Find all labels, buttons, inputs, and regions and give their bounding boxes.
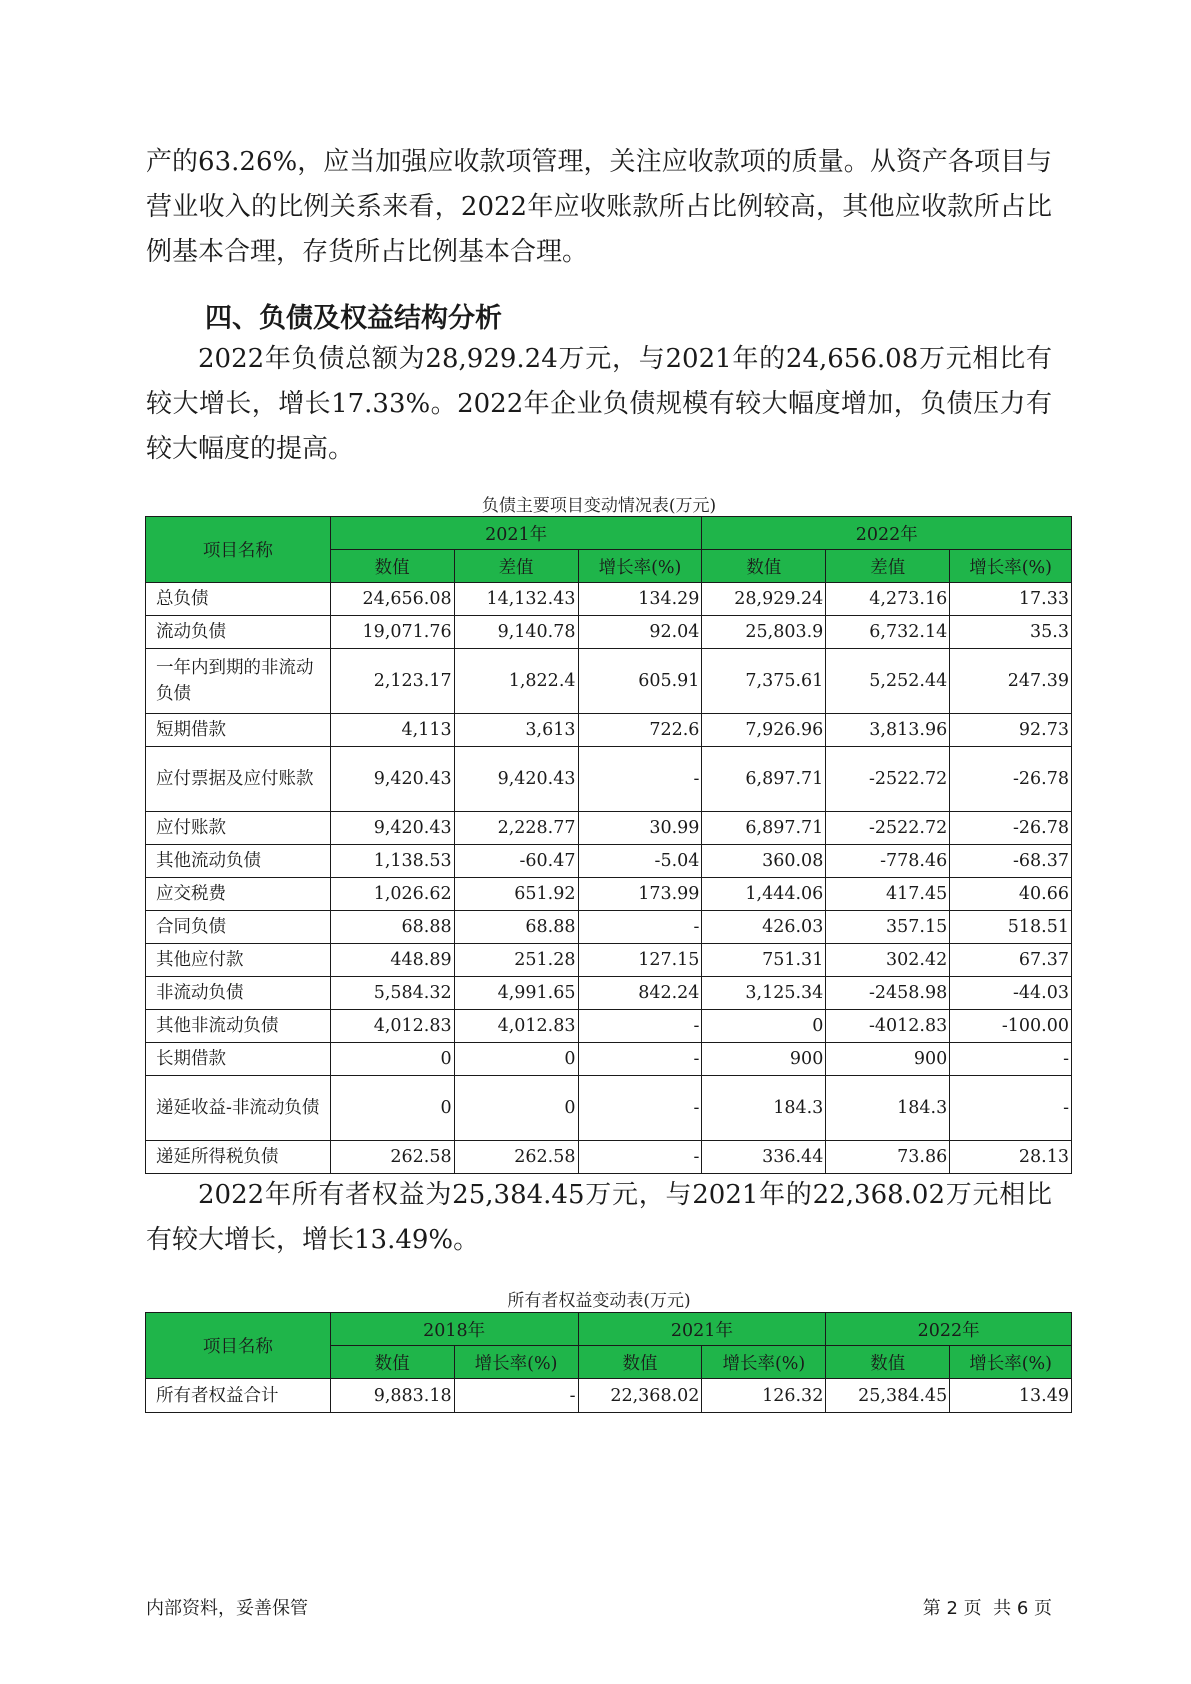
name-column-header: 项目名称: [146, 517, 331, 583]
table-cell: 247.39: [950, 649, 1072, 714]
table-cell: 28,929.24: [702, 583, 826, 616]
table-cell: 842.24: [578, 977, 702, 1010]
table-cell: 357.15: [826, 911, 950, 944]
liability-paragraph: 2022年负债总额为28,929.24万元，与2021年的24,656.08万元相比有较大增长，增长17.33%。2022年企业负债规模有较大幅度增加，负债压力有较大幅度的提高。: [146, 344, 1052, 464]
year-header: 2022年: [826, 1313, 1072, 1346]
table-cell: -2522.72: [826, 812, 950, 845]
column-header: 增长率(%): [950, 1346, 1072, 1379]
table-cell: -: [950, 1076, 1072, 1141]
table-cell: 336.44: [702, 1141, 826, 1174]
table-cell: -26.78: [950, 747, 1072, 812]
column-header: 数值: [330, 550, 454, 583]
row-label: 其他非流动负债: [146, 1010, 331, 1043]
table-cell: 751.31: [702, 944, 826, 977]
table-cell: 68.88: [330, 911, 454, 944]
table-cell: 19,071.76: [330, 616, 454, 649]
table-cell: 25,384.45: [826, 1379, 950, 1413]
table-cell: 6,732.14: [826, 616, 950, 649]
table-cell: 1,822.4: [454, 649, 578, 714]
table-cell: 0: [702, 1010, 826, 1043]
table-cell: -: [578, 911, 702, 944]
table-cell: 6,897.71: [702, 747, 826, 812]
table-cell: 22,368.02: [578, 1379, 702, 1413]
row-label: 应交税费: [146, 878, 331, 911]
table-row: [146, 1379, 1072, 1413]
table-row: [146, 944, 1072, 977]
row-label: 其他应付款: [146, 944, 331, 977]
row-label: 非流动负债: [146, 977, 331, 1010]
table-cell: 67.37: [950, 944, 1072, 977]
table-cell: 1,138.53: [330, 845, 454, 878]
row-label: 应付票据及应付账款: [146, 747, 331, 812]
table-cell: 0: [330, 1076, 454, 1141]
row-label: 递延所得税负债: [146, 1141, 331, 1174]
table-cell: 4,113: [330, 714, 454, 747]
column-header: 差值: [826, 550, 950, 583]
table-cell: 1,444.06: [702, 878, 826, 911]
table-cell: -: [454, 1379, 578, 1413]
table-cell: 9,420.43: [454, 747, 578, 812]
table-cell: -4012.83: [826, 1010, 950, 1043]
table-row: [146, 1010, 1072, 1043]
section-heading: 四、负债及权益结构分析: [205, 303, 502, 334]
table-cell: -: [578, 1010, 702, 1043]
equity-table-caption: 所有者权益变动表(万元): [507, 1291, 691, 1311]
table-cell: 127.15: [578, 944, 702, 977]
column-header: 数值: [702, 550, 826, 583]
table-cell: 302.42: [826, 944, 950, 977]
equity-table: [145, 1312, 1072, 1413]
column-header: 增长率(%): [702, 1346, 826, 1379]
table-row: [146, 977, 1072, 1010]
row-label: 所有者权益合计: [146, 1379, 331, 1413]
table-cell: 5,252.44: [826, 649, 950, 714]
table-row: [146, 1076, 1072, 1141]
table-cell: 126.32: [702, 1379, 826, 1413]
table-cell: -26.78: [950, 812, 1072, 845]
page-number: 第 2 页 共 6 页: [922, 1598, 1052, 1619]
year-header: 2021年: [330, 517, 702, 550]
table-cell: 417.45: [826, 878, 950, 911]
table-cell: 4,012.83: [454, 1010, 578, 1043]
table-cell: 262.58: [330, 1141, 454, 1174]
table-cell: 35.3: [950, 616, 1072, 649]
table-cell: 2,228.77: [454, 812, 578, 845]
table-row: [146, 911, 1072, 944]
table-cell: -: [578, 1141, 702, 1174]
table-cell: 5,584.32: [330, 977, 454, 1010]
table-cell: -778.46: [826, 845, 950, 878]
column-header: 数值: [330, 1346, 454, 1379]
table-cell: 92.04: [578, 616, 702, 649]
table-cell: 3,125.34: [702, 977, 826, 1010]
table-cell: 722.6: [578, 714, 702, 747]
row-label: 短期借款: [146, 714, 331, 747]
table-cell: 30.99: [578, 812, 702, 845]
table-cell: 92.73: [950, 714, 1072, 747]
table-cell: 900: [702, 1043, 826, 1076]
table-cell: 7,926.96: [702, 714, 826, 747]
table-cell: -5.04: [578, 845, 702, 878]
table-cell: 7,375.61: [702, 649, 826, 714]
table-cell: 173.99: [578, 878, 702, 911]
column-header: 增长率(%): [578, 550, 702, 583]
table-cell: 426.03: [702, 911, 826, 944]
row-label: 长期借款: [146, 1043, 331, 1076]
table-cell: 6,897.71: [702, 812, 826, 845]
column-header: 差值: [454, 550, 578, 583]
table-cell: 9,883.18: [330, 1379, 454, 1413]
table-cell: -68.37: [950, 845, 1072, 878]
table-row: [146, 878, 1072, 911]
table-cell: 1,026.62: [330, 878, 454, 911]
column-header: 增长率(%): [454, 1346, 578, 1379]
column-header: 数值: [826, 1346, 950, 1379]
equity-paragraph: 2022年所有者权益为25,384.45万元，与2021年的22,368.02万元相比有较大增长，增长13.49%。: [146, 1180, 1052, 1255]
table-cell: 40.66: [950, 878, 1072, 911]
table-cell: -: [950, 1043, 1072, 1076]
table-cell: 448.89: [330, 944, 454, 977]
table-cell: 2,123.17: [330, 649, 454, 714]
table-cell: 0: [454, 1043, 578, 1076]
table-cell: -60.47: [454, 845, 578, 878]
footer-note: 内部资料，妥善保管: [146, 1598, 308, 1619]
table-cell: -44.03: [950, 977, 1072, 1010]
table-row: [146, 1043, 1072, 1076]
table-cell: 28.13: [950, 1141, 1072, 1174]
table-cell: 0: [454, 1076, 578, 1141]
table-row: [146, 616, 1072, 649]
table-cell: 24,656.08: [330, 583, 454, 616]
liability-table: [145, 516, 1072, 1174]
table-cell: 9,420.43: [330, 812, 454, 845]
table-cell: 651.92: [454, 878, 578, 911]
table-cell: 73.86: [826, 1141, 950, 1174]
column-header: 增长率(%): [950, 550, 1072, 583]
table-cell: 14,132.43: [454, 583, 578, 616]
table-cell: -: [578, 1043, 702, 1076]
table-cell: -100.00: [950, 1010, 1072, 1043]
table-cell: 4,012.83: [330, 1010, 454, 1043]
table-cell: 4,991.65: [454, 977, 578, 1010]
table-row: [146, 583, 1072, 616]
row-label: 其他流动负债: [146, 845, 331, 878]
table-row: [146, 845, 1072, 878]
table-row: [146, 1141, 1072, 1174]
table-cell: 9,140.78: [454, 616, 578, 649]
intro-paragraph: 产的63.26%，应当加强应收款项管理，关注应收款项的质量。从资产各项目与营业收入的比例关系来看，2022年应收账款所占比例较高，其他应收款所占比例基本合理，存货所占比例基本合理。: [146, 147, 1052, 267]
row-label: 流动负债: [146, 616, 331, 649]
table-cell: -2522.72: [826, 747, 950, 812]
table-cell: 0: [330, 1043, 454, 1076]
row-label: 总负债: [146, 583, 331, 616]
table-cell: 3,613: [454, 714, 578, 747]
table-cell: 184.3: [826, 1076, 950, 1141]
liability-table-caption: 负债主要项目变动情况表(万元): [481, 496, 717, 516]
table-cell: 68.88: [454, 911, 578, 944]
table-cell: 3,813.96: [826, 714, 950, 747]
row-label: 递延收益-非流动负债: [146, 1076, 331, 1141]
table-cell: 251.28: [454, 944, 578, 977]
year-header: 2022年: [702, 517, 1072, 550]
table-row: [146, 649, 1072, 714]
table-cell: -: [578, 747, 702, 812]
name-column-header: 项目名称: [146, 1313, 331, 1379]
table-cell: 518.51: [950, 911, 1072, 944]
table-cell: 360.08: [702, 845, 826, 878]
row-label: 一年内到期的非流动负债: [146, 649, 331, 714]
table-cell: 900: [826, 1043, 950, 1076]
table-cell: 25,803.9: [702, 616, 826, 649]
table-cell: -: [578, 1076, 702, 1141]
table-cell: -2458.98: [826, 977, 950, 1010]
table-cell: 9,420.43: [330, 747, 454, 812]
table-row: [146, 714, 1072, 747]
table-cell: 262.58: [454, 1141, 578, 1174]
table-row: [146, 812, 1072, 845]
year-header: 2018年: [330, 1313, 578, 1346]
table-cell: 17.33: [950, 583, 1072, 616]
table-cell: 605.91: [578, 649, 702, 714]
row-label: 应付账款: [146, 812, 331, 845]
table-cell: 184.3: [702, 1076, 826, 1141]
table-cell: 4,273.16: [826, 583, 950, 616]
row-label: 合同负债: [146, 911, 331, 944]
table-row: [146, 747, 1072, 812]
column-header: 数值: [578, 1346, 702, 1379]
table-cell: 134.29: [578, 583, 702, 616]
year-header: 2021年: [578, 1313, 826, 1346]
table-cell: 13.49: [950, 1379, 1072, 1413]
